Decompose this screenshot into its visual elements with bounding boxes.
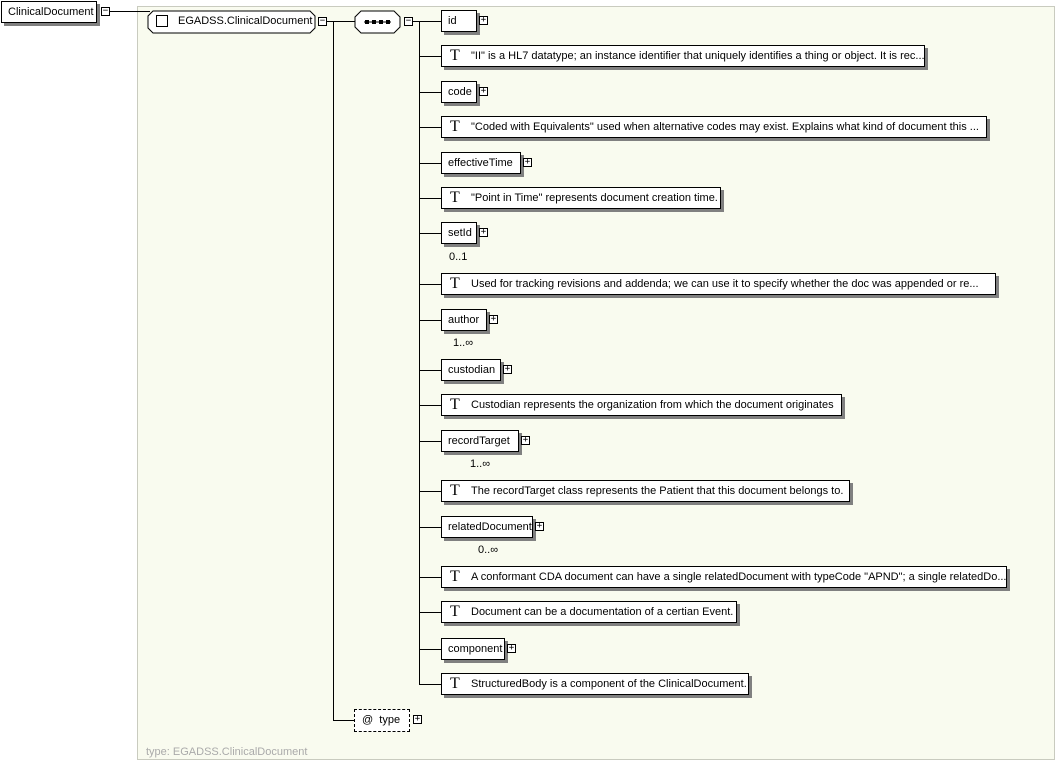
element-effectivetime[interactable] xyxy=(441,152,521,174)
connector-child xyxy=(419,320,441,321)
collapse-root-button[interactable]: − xyxy=(102,6,109,16)
connector-child xyxy=(419,56,441,57)
expand-attribute-button[interactable]: + xyxy=(414,714,421,724)
element-relateddocument[interactable] xyxy=(441,516,533,538)
connector-seq-vertical xyxy=(419,21,420,684)
annotation-box[interactable] xyxy=(441,116,987,138)
annotation-icon: T xyxy=(450,189,460,206)
element-label: component xyxy=(448,643,503,655)
annotation-icon: T xyxy=(450,603,460,620)
connector-child xyxy=(419,405,441,406)
root-element-label: ClinicalDocument xyxy=(8,6,94,18)
element-label: relatedDocument xyxy=(448,521,532,533)
attribute-label: type xyxy=(379,714,401,726)
annotation-box[interactable] xyxy=(441,187,721,209)
collapse-sequence-button[interactable]: − xyxy=(405,16,412,26)
connector-child xyxy=(419,491,441,492)
connector-child xyxy=(419,577,441,578)
element-label: custodian xyxy=(448,364,496,376)
element-id[interactable] xyxy=(441,10,477,32)
complex-type-label: EGADSS.ClinicalDocument xyxy=(178,15,313,27)
annotation-icon: T xyxy=(450,675,460,692)
connector-child xyxy=(419,441,441,442)
annotation-box[interactable] xyxy=(441,673,749,695)
element-label: id xyxy=(448,15,457,27)
expand-component-button[interactable]: + xyxy=(508,643,515,653)
annotation-box[interactable] xyxy=(441,45,925,67)
annotation-icon: T xyxy=(450,275,460,292)
connector-root-panel xyxy=(110,11,150,12)
expand-effectivetime-button[interactable]: + xyxy=(524,157,531,167)
connector-child xyxy=(419,649,441,650)
element-custodian[interactable] xyxy=(441,359,501,381)
expand-setid-button[interactable]: + xyxy=(480,227,487,237)
annotation-box[interactable] xyxy=(441,273,996,295)
connector-child xyxy=(419,21,441,22)
annotation-icon: T xyxy=(450,47,460,64)
expand-recordtarget-button[interactable]: + xyxy=(522,435,529,445)
annotation-text: StructuredBody is a component of the ClinicalDocument. xyxy=(471,678,747,690)
expand-id-button[interactable]: + xyxy=(480,15,487,25)
element-label: setId xyxy=(448,227,472,239)
annotation-text: "II" is a HL7 datatype; an instance identifier that uniquely identifies a thing or object. It is rec... xyxy=(471,50,925,62)
connector-child xyxy=(419,233,441,234)
expand-author-button[interactable]: + xyxy=(490,314,497,324)
annotation-text: "Coded with Equivalents" used when alternative codes may exist. Explains what kind of document this ... xyxy=(471,121,979,133)
cardinality-label: 1..∞ xyxy=(453,337,474,349)
element-recordtarget[interactable] xyxy=(441,430,519,452)
annotation-text: A conformant CDA document can have a single relatedDocument with typeCode "APND"; a single relatedDo... xyxy=(471,571,1007,583)
element-setid[interactable] xyxy=(441,222,477,244)
annotation-text: "Point in Time" represents document creation time. xyxy=(471,192,718,204)
expand-code-button[interactable]: + xyxy=(480,86,487,96)
annotation-icon: T xyxy=(450,396,460,413)
connector-child xyxy=(419,684,441,685)
complex-type-checkbox xyxy=(156,15,168,27)
type-label: type: EGADSS.ClinicalDocument xyxy=(146,746,308,758)
collapse-complex-type-button[interactable]: − xyxy=(319,16,326,26)
attribute-prefix: @ xyxy=(362,714,374,726)
annotation-box[interactable] xyxy=(441,601,737,623)
element-label: code xyxy=(448,86,472,98)
element-label: recordTarget xyxy=(448,435,510,447)
cardinality-label: 0..∞ xyxy=(478,544,499,556)
cardinality-label: 1..∞ xyxy=(470,458,491,470)
annotation-text: The recordTarget class represents the Patient that this document belongs to. xyxy=(471,485,844,497)
connector-child xyxy=(419,284,441,285)
annotation-box[interactable] xyxy=(441,394,842,416)
annotation-text: Custodian represents the organization from which the document originates xyxy=(471,399,834,411)
connector-type-seq xyxy=(327,21,355,22)
annotation-text: Used for tracking revisions and addenda; we can use it to specify whether the doc was appended or re... xyxy=(471,278,979,290)
connector-child xyxy=(419,163,441,164)
attribute-type[interactable] xyxy=(354,709,410,732)
annotation-box[interactable] xyxy=(441,566,1007,588)
annotation-icon: T xyxy=(450,118,460,135)
root-element-clinicaldocument[interactable] xyxy=(1,1,97,23)
annotation-icon: T xyxy=(450,482,460,499)
connector-child xyxy=(419,370,441,371)
connector-child xyxy=(419,527,441,528)
element-label: author xyxy=(448,314,480,326)
element-component[interactable] xyxy=(441,638,505,660)
connector-child xyxy=(419,612,441,613)
annotation-box[interactable] xyxy=(441,480,850,502)
element-code[interactable] xyxy=(441,81,477,103)
cardinality-label: 0..1 xyxy=(449,251,468,263)
connector-type-attr xyxy=(333,720,355,721)
annotation-text: Document can be a documentation of a certian Event. xyxy=(471,606,734,618)
annotation-icon: T xyxy=(450,568,460,585)
sequence-icon[interactable] xyxy=(354,10,404,37)
element-label: effectiveTime xyxy=(448,157,513,169)
expand-relateddocument-button[interactable]: + xyxy=(536,521,543,531)
element-author[interactable] xyxy=(441,309,487,331)
connector-type-vertical xyxy=(333,21,334,720)
expand-custodian-button[interactable]: + xyxy=(504,364,511,374)
connector-child xyxy=(419,127,441,128)
connector-child xyxy=(419,198,441,199)
connector-child xyxy=(419,92,441,93)
